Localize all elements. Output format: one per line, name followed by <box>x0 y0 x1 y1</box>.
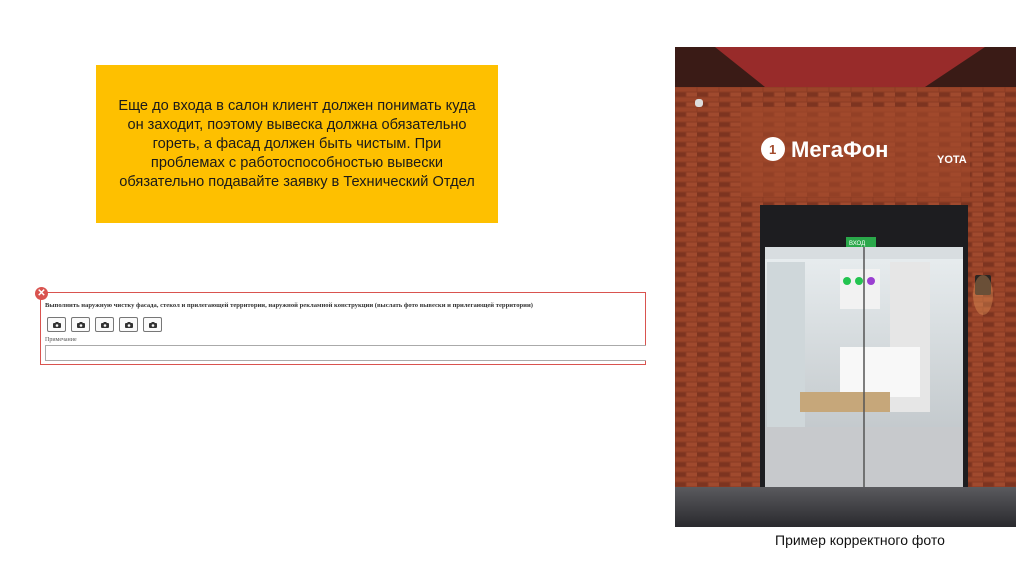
camera-icon <box>125 322 133 328</box>
photo-upload-button-4[interactable] <box>119 317 138 332</box>
brand-sign: МегаФон <box>791 137 889 162</box>
camera-icon <box>77 322 85 328</box>
error-icon: ✕ <box>35 287 48 300</box>
svg-text:1: 1 <box>769 142 777 157</box>
camera-icon <box>101 322 109 328</box>
photo-upload-button-2[interactable] <box>71 317 90 332</box>
photo-upload-button-1[interactable] <box>47 317 66 332</box>
camera-icon <box>149 322 157 328</box>
photo-upload-row <box>47 317 162 332</box>
photo-upload-button-5[interactable] <box>143 317 162 332</box>
task-label: Выполнить наружную чистку фасада, стекол и прилегающей территории, наружной рекламной конструкции (выслать фото вывески и прилегающей территории) <box>45 302 533 309</box>
storefront-photo <box>675 47 1016 527</box>
comment-input[interactable] <box>45 345 646 361</box>
info-callout <box>96 65 498 223</box>
exit-sign: ВХОД <box>849 241 866 247</box>
photo-upload-button-3[interactable] <box>95 317 114 332</box>
brand-sign-secondary: YOTA <box>937 154 967 166</box>
photo-caption: Пример корректного фото <box>775 532 945 548</box>
comment-label: Примечание <box>45 337 77 343</box>
info-callout-text: Еще до входа в салон клиент должен понимать куда он заходит, поэтому вывеска должна обязательно гореть, а фасад должен быть чистым. При проблемах с работоспособностью вывески обязательно подавайте заявку в Технический Отдел <box>118 97 476 190</box>
checklist-task-card <box>37 288 646 365</box>
camera-icon <box>53 322 61 328</box>
storefront-illustration <box>675 47 1016 527</box>
